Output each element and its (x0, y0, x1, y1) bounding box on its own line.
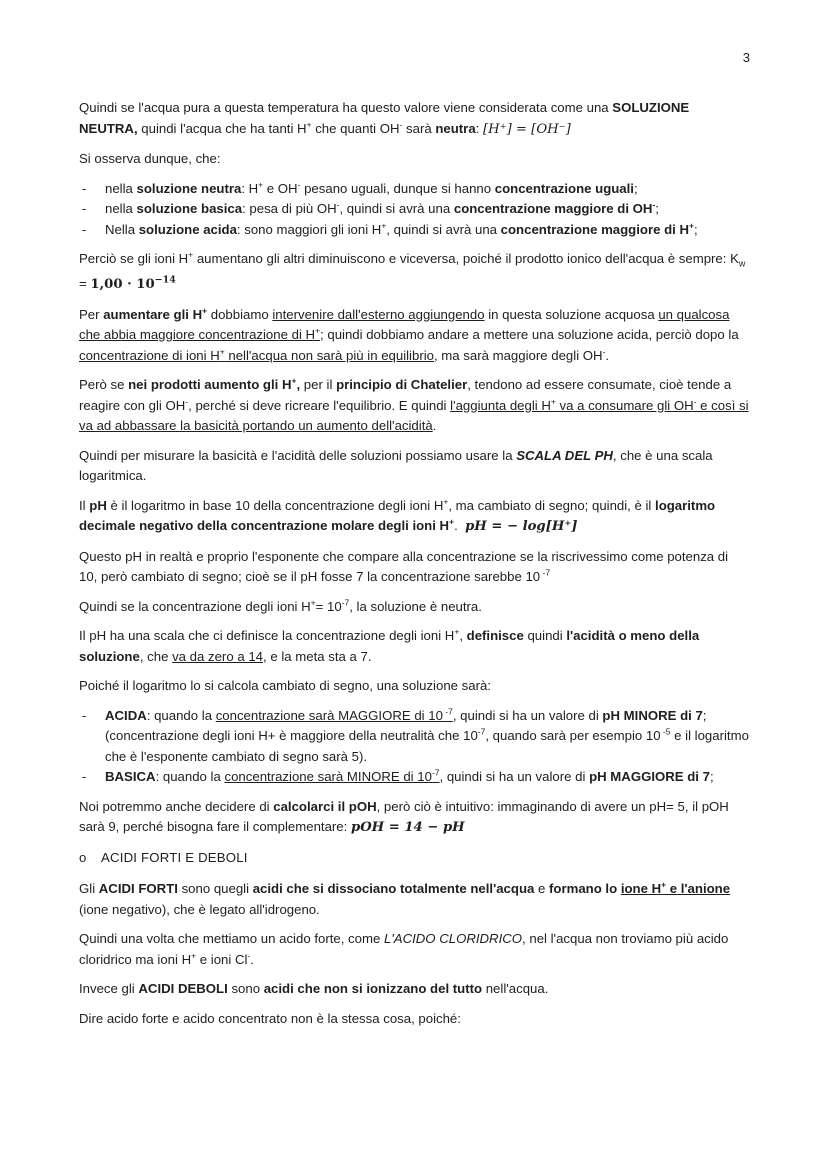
paragraph-observe: Si osserva dunque, che: (79, 151, 221, 166)
paragraph-ph-definition: Il pH è il logaritmo in base 10 della concentrazione degli ioni H+, ma cambiato di segno; quindi, è il logaritmo decimale negativo della concentrazione molare degli ioni H+. pH = − log[H⁺] (79, 496, 716, 535)
paragraph-weak-acids: Invece gli ACIDI DEBOLI sono acidi che non si ionizzano del tutto nell'acqua. (79, 981, 549, 997)
list-item: - Nella soluzione acida: sono maggiori gli ioni H+, quindi si avrà una concentrazione maggiore di H+; (79, 220, 749, 241)
list-item: - nella soluzione neutra: H+ e OH- pesano uguali, dunque si hanno concentrazione uguali; (79, 179, 749, 200)
paragraph-strong-vs-concentrated: Dire acido forte e acido concentrato non è la stessa cosa, poiché: (79, 1010, 461, 1026)
list-item: - ACIDA: quando la concentrazione sarà MAGGIORE di 10 $^{-7}$, quindi si ha un valore di pH MINORE di 7; (concentrazione degli ioni H+ è maggiore della neutralità che $10^{-7}$, quando sarà per esempio 10 $^{-5}$ e il logaritmo che è l'esponente cambiato di segno sarà 5). (79, 706, 749, 768)
paragraph-neutral-concentration: Quindi se la concentrazione degli ioni $H^+= 10^{-7}$, la soluzione è neutra. (79, 597, 482, 614)
paragraph-ph-range: Il pH ha una scala che ci definisce la concentrazione degli ioni H+, definisce quindi l'acidità o meno della soluzione, che va da zero a 14, e la meta sta a 7. (79, 626, 700, 664)
paragraph-strong-acids: Gli ACIDI FORTI sono quegli acidi che si dissociano totalmente nell'acqua e formano lo ione H+ e l'anione (ione negativo), che è legato all'idrogeno. (79, 879, 731, 917)
section-heading-text: ACIDI FORTI E DEBOLI (101, 849, 248, 865)
formula-ph: pH = − log[H⁺] (465, 519, 578, 535)
circle-bullet-icon: o (79, 849, 87, 865)
paragraph-ph-exponent: Questo pH in realtà e proprio l'esponente che compare alla concentrazione se la riscrivessimo come potenza di 10, però cambiato di segno; cioè se il pH fosse 7 la concentrazione sarebbe 10 $^{-7}$ (79, 548, 729, 585)
paragraph-neutral-solution: Quindi se l'acqua pura a questa temperatura ha questo valore viene considerata come una SOLUZIONE NEUTRA, quindi l'acqua che ha tanti H+ che quanti OH- sarà neutra: [H⁺] = [OH⁻] (79, 100, 690, 137)
section-heading (79, 848, 749, 869)
acid-base-list (79, 706, 749, 788)
paragraph-ph-scale: Quindi per misurare la basicità e l'acidità delle soluzioni possiamo usare la SCALA DEL PH, che è una scala logaritmica. (79, 447, 713, 484)
solution-types-list (79, 179, 749, 241)
page-number: 3 (742, 50, 750, 65)
formula-kw: $1,00 \cdot 10^{-14}$ (90, 274, 176, 293)
list-item: - nella soluzione basica: pesa di più OH-, quindi si avrà una concentrazione maggiore di OH-; (79, 199, 749, 220)
paragraph-chatelier: Però se nei prodotti aumento gli H+, per il principio di Chatelier, tendono ad essere consumate, cioè tende a reagire con gli OH-, perché si deve ricreare l'equilibrio. E quindi l'aggiunta degli H+ va a consumare gli OH- e così si va ad abbassare la basicità portando un aumento dell'acidità. (79, 375, 749, 434)
list-item: - BASICA: quando la concentrazione sarà MINORE di $10^{-7}$, quindi si ha un valore di pH MAGGIORE di 7; (79, 767, 749, 788)
paragraph-log-sign: Poiché il logaritmo lo si calcola cambiato di segno, una soluzione sarà: (79, 678, 491, 694)
paragraph-increase-h: Per aumentare gli H+ dobbiamo intervenire dall'esterno aggiungendo in questa soluzione acquosa un qualcosa che abbia maggiore concentrazione di H+; quindi dobbiamo andare a mettere una soluzione acida, perciò dopo la concentrazione di ioni H+ nell'acqua non sarà più in equilibrio, ma sarà maggiore degli OH-. (79, 305, 739, 363)
formula-neutral: [H⁺] = [OH⁻] (482, 121, 571, 137)
paragraph-poh: Noi potremmo anche decidere di calcolarci il pOH, però ciò è intuitivo: immaginando di avere un pH= 5, il pOH sarà 9, perché bisogna fare il complementare: pOH = 14 − pH (79, 798, 729, 836)
document-body (79, 98, 749, 1038)
formula-poh: pOH = 14 − pH (350, 820, 465, 836)
paragraph-hydrochloric: Quindi una volta che mettiamo un acido forte, come L'ACIDO CLORIDRICO, nel l'acqua non troviamo più acido cloridrico ma ioni H+ e ioni Cl-. (79, 931, 729, 967)
paragraph-ionic-product: Perciò se gli ioni H+ aumentano gli altri diminuiscono e viceversa, poiché il prodotto ionico dell'acqua è sempre: $K_w = 1,00 \cdot 10^{-14}$ (79, 249, 746, 293)
